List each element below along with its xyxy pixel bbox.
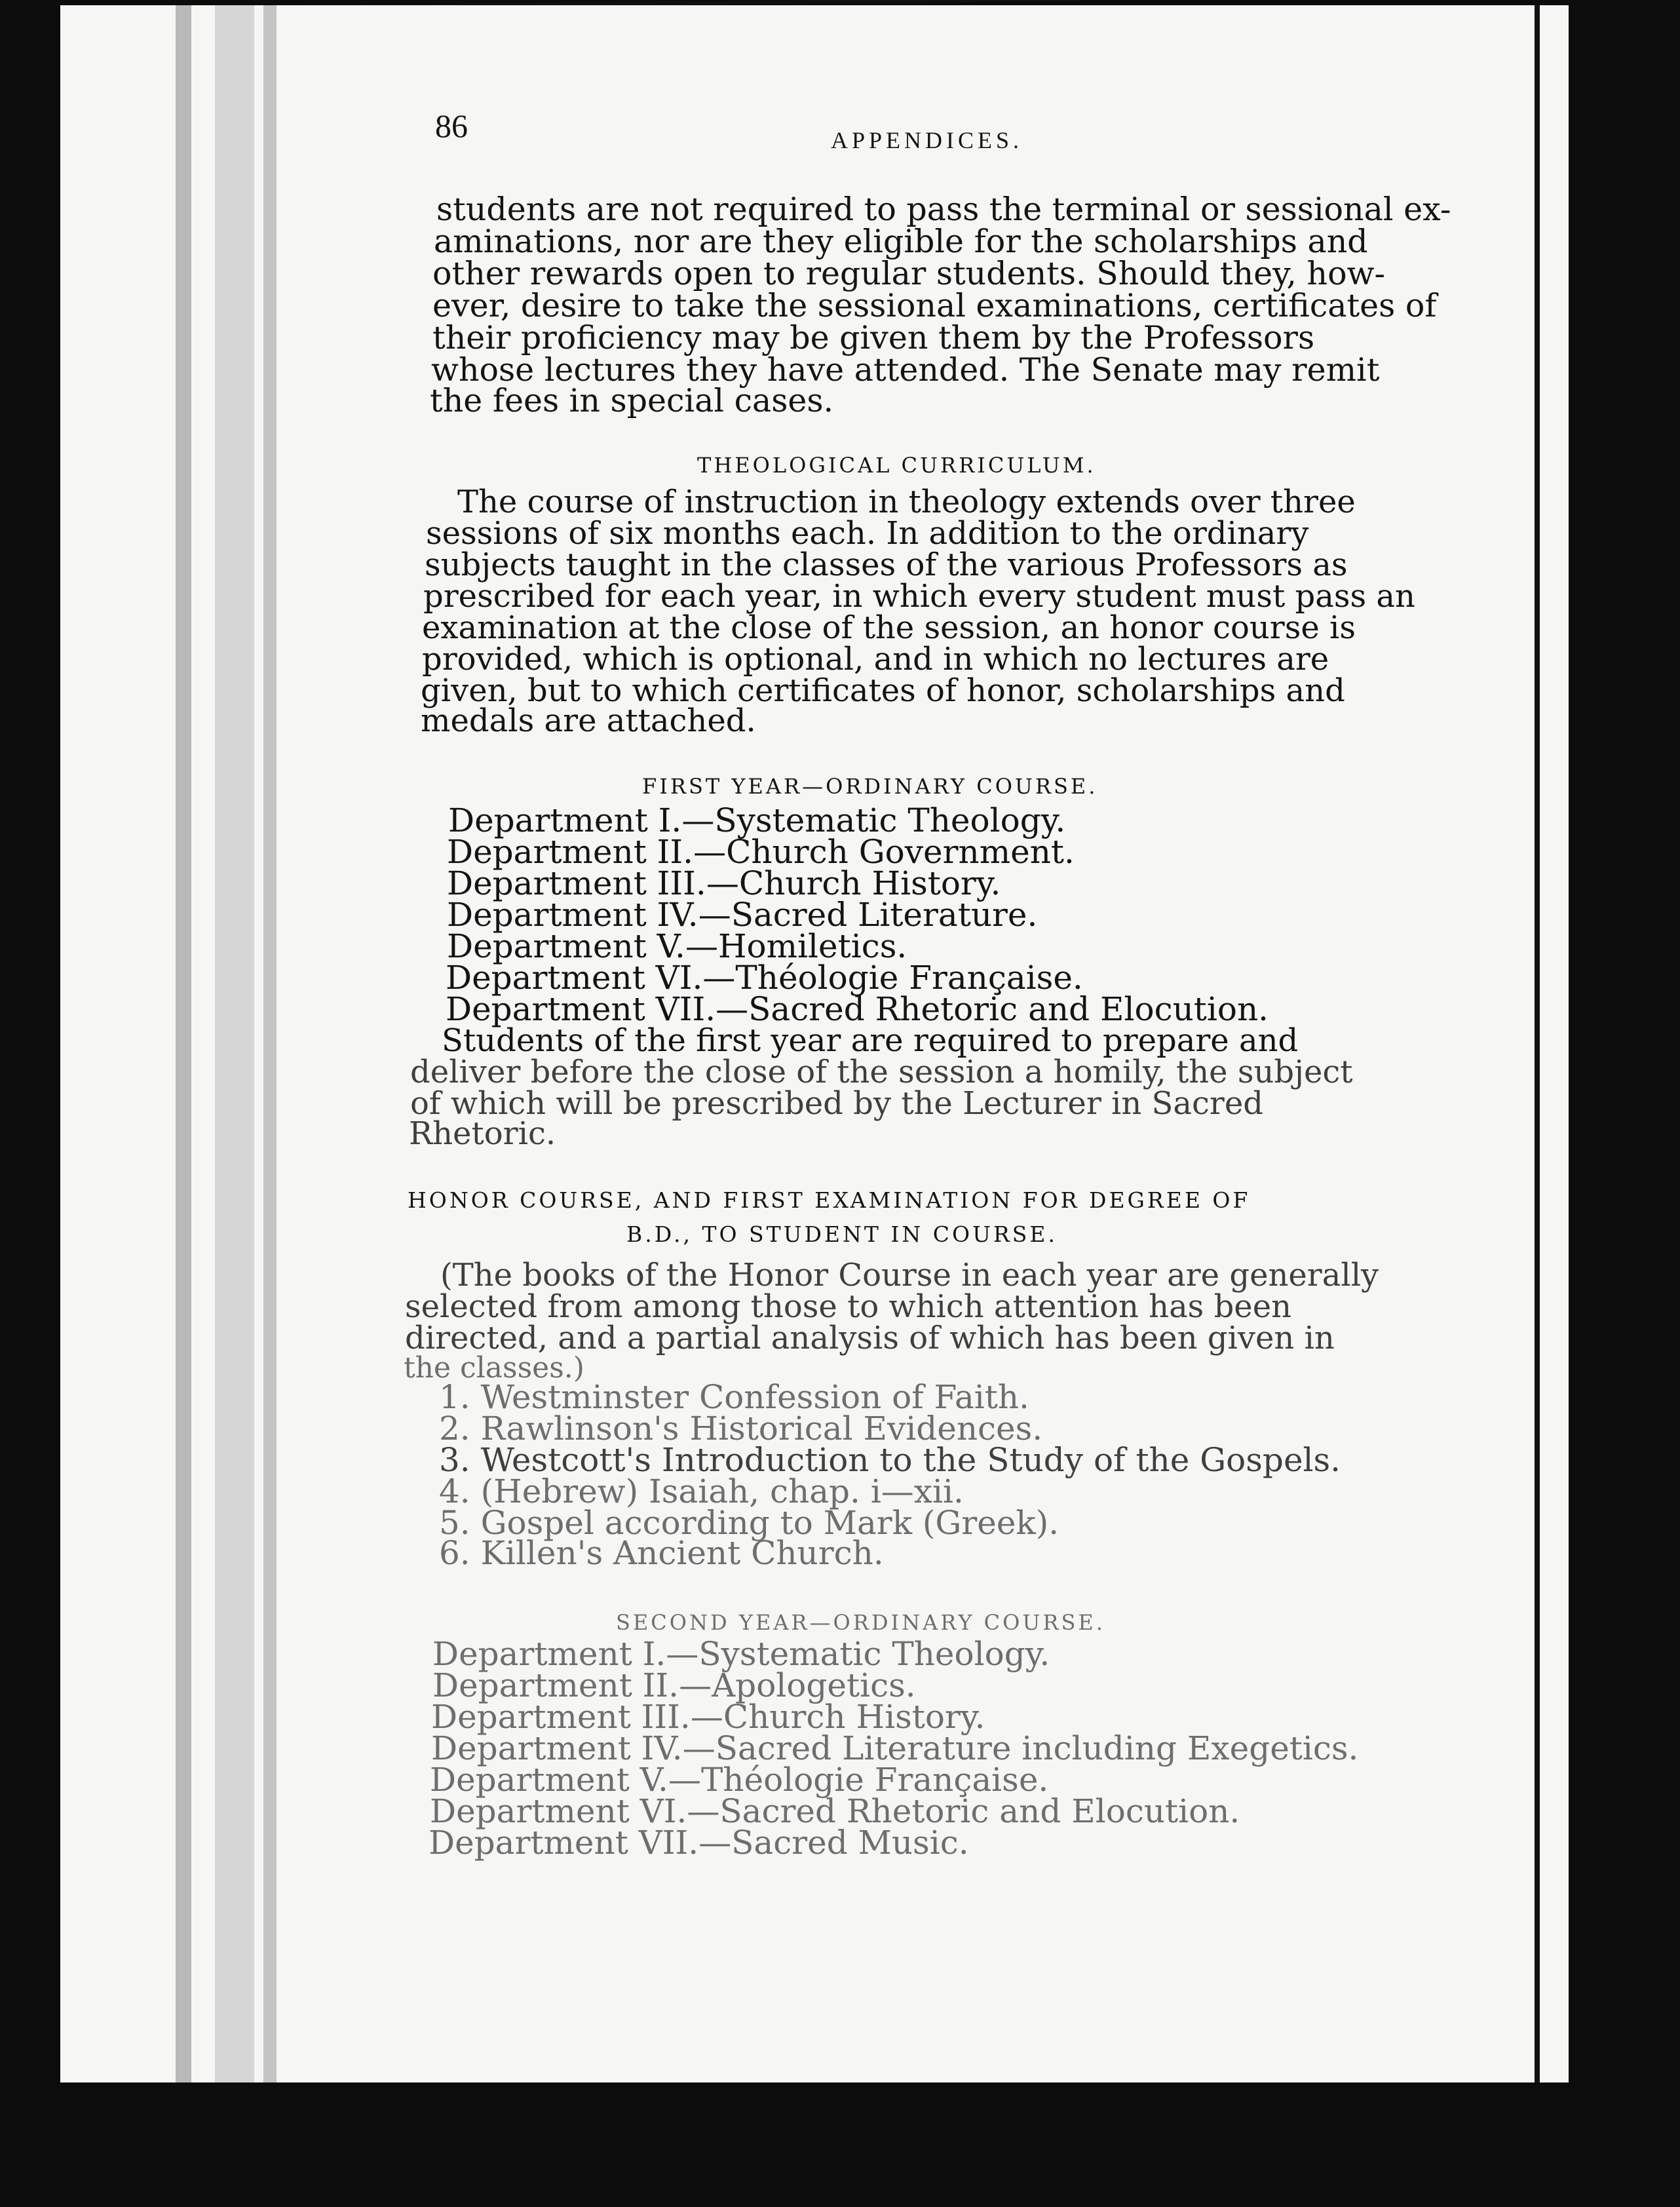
- list-item: 4. (Hebrew) Isaiah, chap. i—xii.: [439, 1472, 964, 1510]
- paragraph-line: subjects taught in the classes of the various Professors as: [425, 547, 1348, 583]
- paragraph-line: (The books of the Honor Course in each year are generally: [440, 1257, 1379, 1294]
- department-line: Department IV.—Sacred Literature.: [447, 896, 1038, 934]
- department-line: Department VII.—Sacred Music.: [429, 1824, 969, 1862]
- section-heading: HONOR COURSE, AND FIRST EXAMINATION FOR DEGREE OF: [408, 1187, 1251, 1213]
- paragraph-line: given, but to which certificates of honor, scholarships and: [421, 672, 1345, 709]
- department-line: Department V.—Théologie Française.: [430, 1761, 1049, 1799]
- paragraph-line: The course of instruction in theology extends over three: [457, 484, 1356, 520]
- paragraph-line: selected from among those to which attention has been: [405, 1288, 1292, 1325]
- paragraph-line: Students of the first year are required to prepare and: [442, 1022, 1299, 1059]
- paragraph-line: medals are attached.: [421, 702, 756, 739]
- section-heading: THEOLOGICAL CURRICULUM.: [697, 453, 1096, 478]
- department-line: Department IV.—Sacred Literature including Exegetics.: [431, 1729, 1359, 1767]
- department-line: Department V.—Homiletics.: [447, 927, 907, 965]
- department-line: Department VI.—Sacred Rhetoric and Elocution.: [430, 1792, 1240, 1830]
- department-line: Department I.—Systematic Theology.: [448, 801, 1066, 839]
- gutter-line: [1535, 5, 1540, 2082]
- department-line: Department VII.—Sacred Rhetoric and Elocution.: [446, 990, 1269, 1028]
- scan-border: [0, 2082, 1680, 2207]
- section-heading: B.D., TO STUDENT IN COURSE.: [626, 1221, 1058, 1247]
- paragraph-line: other rewards open to regular students. Should they, how-: [432, 255, 1386, 292]
- paragraph-line: whose lectures they have attended. The Senate may remit: [431, 351, 1380, 389]
- paragraph-line: provided, which is optional, and in which no lectures are: [422, 641, 1329, 678]
- list-item: 5. Gospel according to Mark (Greek).: [439, 1504, 1060, 1542]
- paragraph-line: sessions of six months each. In addition to the ordinary: [426, 515, 1309, 552]
- paragraph-line: deliver before the close of the session a homily, the subject: [410, 1054, 1353, 1090]
- paragraph-line: the classes.): [404, 1351, 584, 1385]
- paragraph-line: their proficiency may be given them by the Professors: [432, 319, 1315, 356]
- department-line: Department III.—Church History.: [447, 864, 1001, 902]
- department-line: Department II.—Church Government.: [447, 833, 1075, 871]
- paragraph-line: the fees in special cases.: [430, 382, 834, 419]
- binding-shadow: [215, 5, 254, 2082]
- department-line: Department III.—Church History.: [431, 1698, 985, 1736]
- department-line: Department I.—Systematic Theology.: [432, 1635, 1050, 1673]
- paragraph-line: ever, desire to take the sessional examinations, certificates of: [432, 287, 1437, 324]
- list-item: 1. Westminster Confession of Faith.: [439, 1378, 1029, 1416]
- paragraph-line: examination at the close of the session, an honor course is: [422, 609, 1356, 646]
- paragraph-line: prescribed for each year, in which every student must pass an: [423, 578, 1415, 615]
- section-heading: SECOND YEAR—ORDINARY COURSE.: [616, 1610, 1105, 1635]
- paragraph-line: directed, and a partial analysis of which has been given in: [405, 1320, 1335, 1356]
- department-line: Department II.—Apologetics.: [432, 1666, 916, 1704]
- department-line: Department VI.—Théologie Française.: [446, 959, 1083, 997]
- list-item: 2. Rawlinson's Historical Evidences.: [439, 1410, 1043, 1448]
- paragraph-line: of which will be prescribed by the Lecturer in Sacred: [410, 1085, 1263, 1122]
- binding-shadow: [263, 5, 277, 2082]
- list-item: 3. Westcott's Introduction to the Study of the Gospels.: [439, 1441, 1341, 1479]
- paragraph-line: aminations, nor are they eligible for the scholarships and: [434, 223, 1368, 260]
- paragraph-line: students are not required to pass the terminal or sessional ex-: [436, 191, 1451, 228]
- list-item: 6. Killen's Ancient Church.: [439, 1534, 884, 1572]
- page-number: 86: [435, 107, 468, 144]
- running-head: APPENDICES.: [831, 127, 1023, 153]
- paragraph-line: Rhetoric.: [409, 1115, 556, 1152]
- binding-shadow: [176, 5, 191, 2082]
- section-heading: FIRST YEAR—ORDINARY COURSE.: [642, 774, 1098, 799]
